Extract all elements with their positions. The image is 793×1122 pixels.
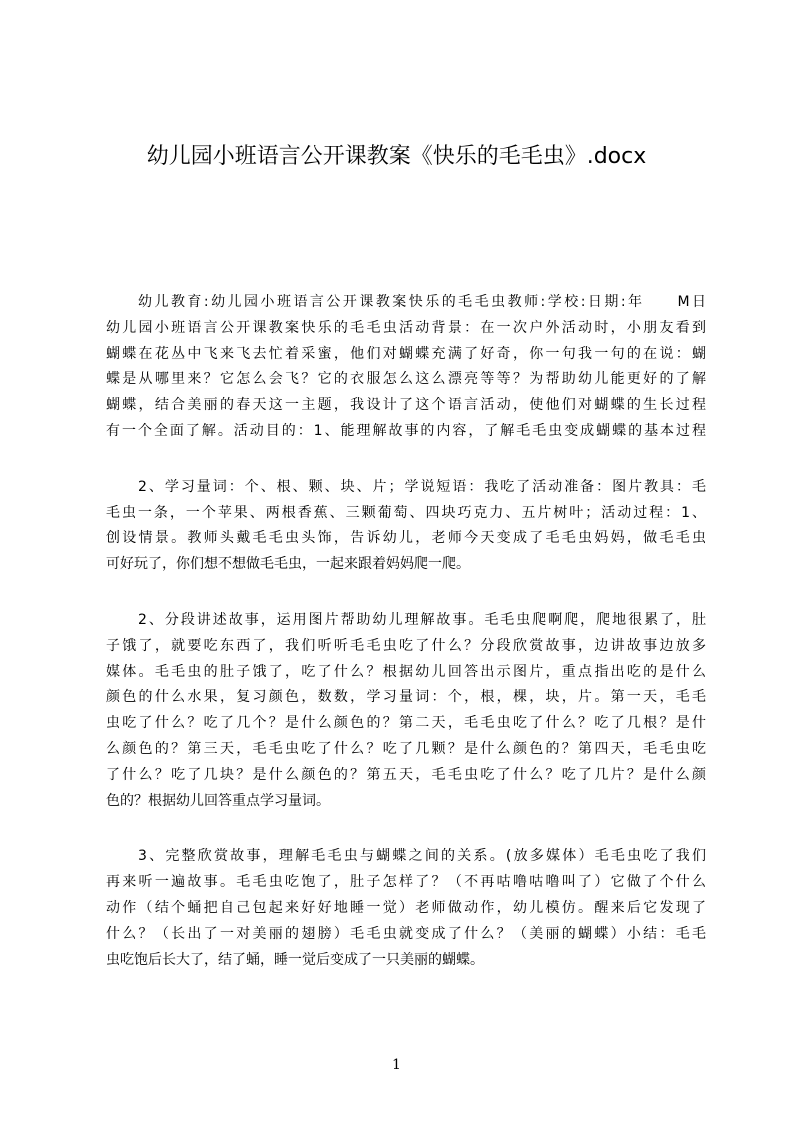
text-line: 幼儿园小班语言公开课教案快乐的毛毛虫活动背景：在一次户外活动时，小朋友看到 — [106, 319, 706, 336]
text-line: 虫吃饱后长大了，结了蛹，睡一觉后变成了一只美丽的蝴蝶。 — [106, 951, 484, 968]
text-line: 蝶是从哪里来？它怎么会飞？它的衣服怎么这么漂亮等等？为帮助幼儿能更好的了解 — [106, 371, 706, 388]
document-body — [106, 290, 706, 1003]
page-number: 1 — [392, 1057, 401, 1073]
text-line: 虫吃了什么？吃了几个？是什么颜色的？第二天，毛毛虫吃了什么？吃了几根？是什 — [106, 715, 706, 732]
text-line: 了什么？吃了几块？是什么颜色的？第五天，毛毛虫吃了什么？吃了几片？是什么颜 — [106, 766, 706, 783]
text-line: 可好玩了，你们想不想做毛毛虫，一起来跟着妈妈爬一爬。 — [106, 556, 470, 573]
paragraph-intro — [106, 290, 706, 445]
text-line: 2、分段讲述故事，运用图片帮助幼儿理解故事。毛毛虫爬啊爬，爬地很累了，肚 — [138, 611, 706, 628]
text-line: 再来听一遍故事。毛毛虫吃饱了，肚子怎样了？（不再咕噜咕噜叫了）它做了个什么 — [106, 874, 706, 891]
text-line: 蝴蝶，结合美丽的春天这一主题，我设计了这个语言活动，使他们对蝴蝶的生长过程 — [106, 397, 706, 414]
paragraph-full-story — [106, 844, 706, 973]
text-line: 3、完整欣赏故事，理解毛毛虫与蝴蝶之间的关系。(放多媒体）毛毛虫吃了我们 — [138, 848, 706, 865]
text-line: 蝴蝶在花丛中飞来飞去忙着采蜜，他们对蝴蝶充满了好奇，你一句我一句的在说：蝴 — [106, 345, 706, 362]
document-title: 幼儿园小班语言公开课教案《快乐的毛毛虫》.docx — [146, 144, 647, 169]
text-line: 有一个全面了解。活动目的：1、能理解故事的内容，了解毛毛虫变成蝴蝶的基本过程 — [106, 422, 706, 439]
paragraph-goals — [106, 475, 706, 578]
text-line: 子饿了，就要吃东西了，我们听听毛毛虫吃了什么？分段欣赏故事，边讲故事边放多 — [106, 637, 706, 654]
paragraph-story-segments — [106, 608, 706, 814]
text-line: 毛虫一条，一个苹果、两根香蕉、三颗葡萄、四块巧克力、五片树叶；活动过程：1、 — [106, 504, 706, 521]
text-line: 颜色的什么水果，复习颜色，数数，学习量词：个，根，棵，块，片。第一天，毛毛 — [106, 689, 706, 706]
text-line: 动作（结个蛹把自己包起来好好地睡一觉）老师做动作，幼儿模仿。醒来后它发现了 — [106, 899, 706, 916]
text-line: 创设情景。教师头戴毛毛虫头饰，告诉幼儿，老师今天变成了毛毛虫妈妈，做毛毛虫 — [106, 530, 706, 547]
text-line: 媒体。毛毛虫的肚子饿了，吃了什么？根据幼儿回答出示图片，重点指出吃的是什么 — [106, 663, 706, 680]
text-line: 2、学习量词：个、根、颗、块、片；学说短语：我吃了活动准备：图片教具：毛 — [138, 478, 706, 495]
text-line: 色的？根据幼儿回答重点学习量词。 — [106, 792, 330, 809]
text-line: 幼儿教育:幼儿园小班语言公开课教案快乐的毛毛虫教师:学校:日期:年 M日 — [138, 294, 706, 310]
text-line: 什么？（长出了一对美丽的翅膀）毛毛虫就变成了什么？（美丽的蝴蝶）小结：毛毛 — [106, 925, 706, 942]
text-line: 么颜色的？第三天，毛毛虫吃了什么？吃了几颗？是什么颜色的？第四天，毛毛虫吃 — [106, 740, 706, 757]
